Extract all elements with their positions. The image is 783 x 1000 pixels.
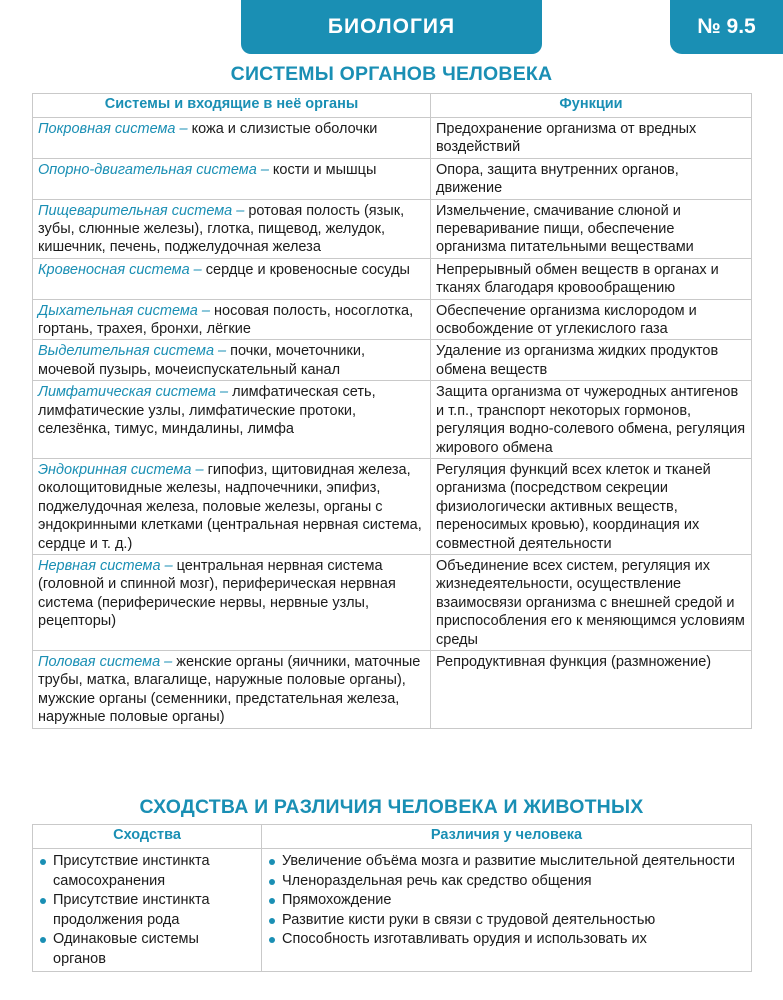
system-function: Регуляция функций всех клеток и тканей организма (посредством секреции физиологически активных веществ, переносимых кровью), координация их совместной деятельности xyxy=(431,458,752,554)
list-item: Развитие кисти руки в связи с трудовой деятельностью xyxy=(268,911,745,931)
similarities-title: СХОДСТВА И РАЗЛИЧИЯ ЧЕЛОВЕКА И ЖИВОТНЫХ xyxy=(139,796,644,818)
system-function: Репродуктивная функция (размножение) xyxy=(431,650,752,728)
system-organs: кости и мышцы xyxy=(268,161,377,178)
system-organs: сердце и кровеносные сосуды xyxy=(201,261,410,278)
column-header-similarities: Сходства xyxy=(33,825,262,849)
card-number: № 9.5 xyxy=(697,15,756,38)
system-name: Нервная система – xyxy=(38,557,173,574)
system-organs: кожа и слизистые оболочки xyxy=(187,121,378,137)
system-function: Удаление из организма жидких продуктов обмена веществ xyxy=(431,340,752,381)
table-row xyxy=(33,258,752,299)
list-item: Увеличение объёма мозга и развитие мыслительной деятельности xyxy=(268,852,745,872)
system-function: Измельчение, смачивание слюной и переваривание пищи, обеспечение организма питательными веществами xyxy=(431,199,752,258)
system-function: Опора, защита внутренних органов, движение xyxy=(431,158,752,199)
system-organs: центральная нервная система (головной и спинной мозг), периферическая нервная система (периферические нервы, нервные узлы, рецепторы) xyxy=(38,557,396,630)
system-function: Предохранение организма от вредных воздействий xyxy=(431,118,752,159)
system-name: Покровная система – xyxy=(38,121,188,137)
subject-header xyxy=(241,0,542,54)
system-name: Кровеносная система – xyxy=(38,261,202,278)
table-row xyxy=(33,118,752,159)
subject-title: БИОЛОГИЯ xyxy=(327,15,456,38)
list-item: Членораздельная речь как средство общения xyxy=(268,872,745,892)
column-header-differences: Различия у человека xyxy=(262,825,752,849)
system-organs: носовая полость, носоглотка, гортань, трахея, бронхи, лёгкие xyxy=(38,302,414,338)
system-organs: женские органы (яичники, маточные трубы, матка, влагалище, наружные половые органы), мужские органы (семенники, предстательная железа, наружные половые органы) xyxy=(38,653,421,726)
similarities-list xyxy=(39,852,255,969)
similarities-cell xyxy=(33,849,262,972)
card-number-badge xyxy=(670,0,783,54)
system-organs: почки, мочеточники, мочевой пузырь, мочеиспускательный канал xyxy=(38,343,365,378)
table-row xyxy=(33,650,752,728)
system-cell xyxy=(33,299,431,340)
column-header-systems: Системы и входящие в неё органы xyxy=(33,94,431,118)
system-function: Непрерывный обмен веществ в органах и тканях благодаря кровообращению xyxy=(431,258,752,299)
table-row xyxy=(33,158,752,199)
table-row xyxy=(33,458,752,554)
system-name: Эндокринная система – xyxy=(38,461,204,478)
system-function: Защита организма от чужеродных антигенов и т.п., транспорт некоторых гормонов, регуляция водно-солевого обмена, регуляция жирового обмена xyxy=(431,381,752,459)
system-function: Обеспечение организма кислородом и освобождение от углекислого газа xyxy=(431,299,752,340)
system-name: Лимфатическая система – xyxy=(38,384,229,401)
system-organs: ротовая полость (язык, зубы, слюнные железы), глотка, пищевод, желудок, кишечник, печень, поджелудочная железа xyxy=(38,202,405,256)
organ-systems-title: СИСТЕМЫ ОРГАНОВ ЧЕЛОВЕКА xyxy=(230,63,553,85)
system-cell xyxy=(33,554,431,650)
differences-list xyxy=(268,852,745,950)
list-item: Способность изготавливать орудия и использовать их xyxy=(268,930,745,950)
system-name: Половая система – xyxy=(38,653,173,670)
list-item: Присутствие инстинкта самосохранения xyxy=(39,852,255,891)
system-cell xyxy=(33,158,431,199)
system-name: Пищеварительная система – xyxy=(38,202,245,219)
table-row xyxy=(33,340,752,381)
table-row xyxy=(33,849,752,972)
table-row xyxy=(33,381,752,459)
table-row xyxy=(33,299,752,340)
table-row xyxy=(33,199,752,258)
differences-cell xyxy=(262,849,752,972)
organ-systems-table xyxy=(32,93,752,729)
table-row xyxy=(33,554,752,650)
system-name: Дыхательная система – xyxy=(38,302,210,319)
column-header-functions: Функции xyxy=(431,94,752,118)
system-cell xyxy=(33,458,431,554)
list-item: Прямохождение xyxy=(268,891,745,911)
list-item: Одинаковые системы органов xyxy=(39,930,255,969)
system-cell xyxy=(33,118,431,159)
similarities-table xyxy=(32,824,752,972)
system-organs: лимфатическая сеть, лимфатические узлы, лимфатические протоки, селезёнка, тимус, миндалины, лимфа xyxy=(38,384,376,438)
system-name: Выделительная система – xyxy=(38,343,227,360)
list-item: Присутствие инстинкта продолжения рода xyxy=(39,891,255,930)
system-cell xyxy=(33,199,431,258)
system-cell xyxy=(33,650,431,728)
system-name: Опорно-двигательная система – xyxy=(38,161,269,178)
organ-systems-body xyxy=(33,118,752,729)
table-header-row xyxy=(33,825,752,849)
system-cell xyxy=(33,340,431,381)
system-organs: гипофиз, щитовидная железа, околощитовидные железы, надпочечники, эпифиз, поджелудочная железа, половые железы, органы с эндокринными клетками (центральная нервная система, сердце и т. д.) xyxy=(38,461,422,552)
system-function: Объединение всех систем, регуляция их жизнедеятельности, осуществление взаимосвязи организма с внешней средой и приспособления его к меняющимся условиям среды xyxy=(431,554,752,650)
system-cell xyxy=(33,381,431,459)
table-header-row xyxy=(33,94,752,118)
system-cell xyxy=(33,258,431,299)
